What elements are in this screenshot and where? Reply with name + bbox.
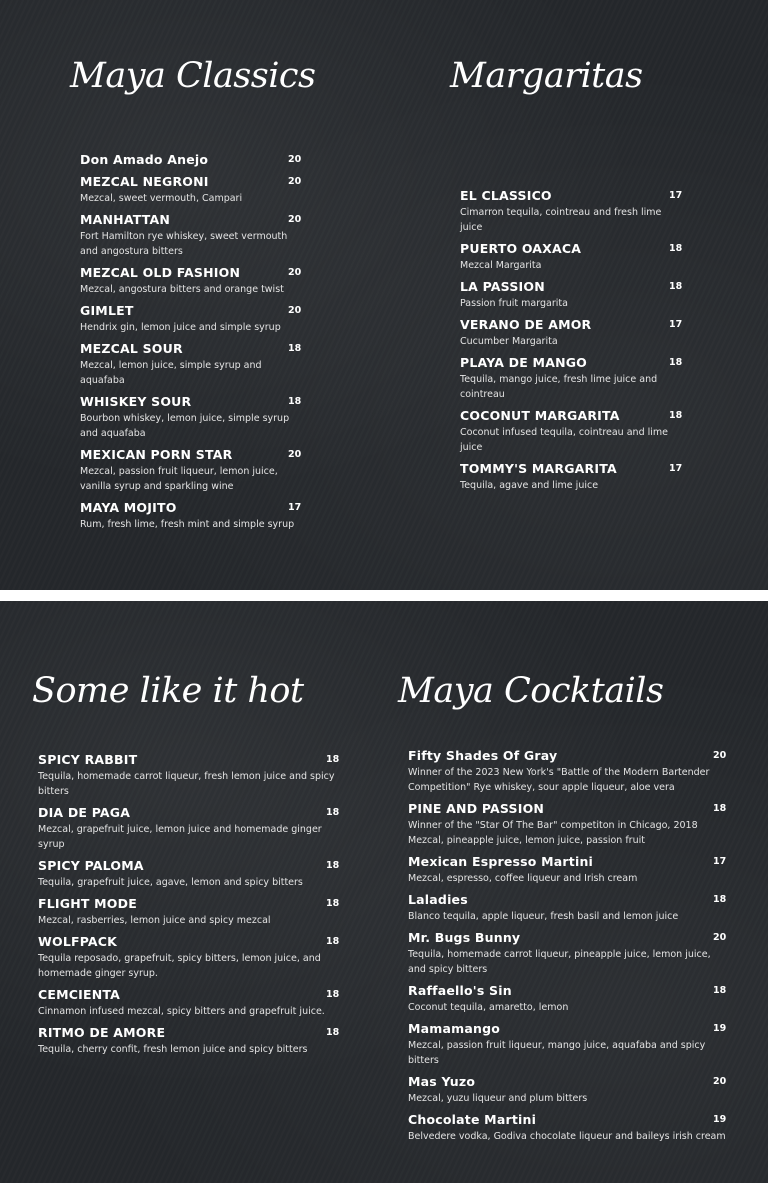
menu-item-price: 20	[713, 750, 727, 761]
menu-item-description: Mezcal, rasberries, lemon juice and spicy mezcal	[38, 915, 271, 926]
menu-item	[80, 303, 302, 335]
menu-item	[80, 500, 302, 532]
menu-item-name: DIA DE PAGA	[38, 805, 131, 820]
menu-item-description: Tequila, agave and lime juice	[460, 480, 599, 491]
menu-item-price: 17	[713, 856, 727, 867]
menu-item	[408, 983, 728, 1015]
menu-item-name: MEZCAL SOUR	[80, 341, 183, 356]
menu-item	[408, 930, 728, 977]
menu-item-price: 20	[713, 1076, 727, 1087]
heading-some-like-it-hot: Some like it hot	[32, 671, 304, 711]
menu-item-description: Mezcal, grapefruit juice, lemon juice and homemade ginger syrup	[38, 824, 322, 850]
menu-item-name: Mexican Espresso Martini	[408, 854, 594, 869]
menu-item-name: SPICY RABBIT	[38, 752, 138, 767]
menu-item	[460, 408, 682, 455]
menu-item-name: PLAYA DE MANGO	[460, 355, 588, 370]
menu-item-description: Mezcal, passion fruit liqueur, lemon juice, vanilla syrup and sparkling wine	[80, 466, 278, 492]
menu-item-description: Mezcal, sweet vermouth, Campari	[80, 193, 243, 204]
heading-margaritas: Margaritas	[450, 56, 643, 96]
menu-item	[80, 447, 302, 494]
menu-item-name: TOMMY'S MARGARITA	[460, 461, 617, 476]
menu-item-name: EL CLASSICO	[460, 188, 552, 203]
menu-item-price: 18	[326, 1027, 340, 1038]
menu-item-description: Cimarron tequila, cointreau and fresh lime juice	[460, 207, 662, 233]
menu-item-description: Fort Hamilton rye whiskey, sweet vermouth and angostura bitters	[80, 231, 288, 257]
menu-item	[80, 265, 302, 297]
menu-item-description: Coconut tequila, amaretto, lemon	[408, 1002, 569, 1013]
menu-item-price: 18	[713, 894, 727, 905]
menu-item-description: Rum, fresh lime, fresh mint and simple syrup	[80, 519, 295, 530]
menu-item	[460, 317, 682, 349]
menu-item-name: WHISKEY SOUR	[80, 394, 192, 409]
heading-maya-cocktails: Maya Cocktails	[398, 671, 664, 711]
menu-item-description: Tequila, grapefruit juice, agave, lemon and spicy bitters	[38, 877, 303, 888]
menu-item-description: Mezcal, lemon juice, simple syrup and aquafaba	[80, 360, 262, 386]
menu-item-price: 20	[288, 449, 302, 460]
menu-item-price: 17	[669, 319, 683, 330]
menu-item	[80, 341, 302, 388]
menu-item	[80, 212, 302, 259]
menu-item	[460, 355, 682, 402]
heading-maya-classics: Maya Classics	[70, 56, 316, 96]
menu-item-price: 18	[669, 357, 683, 368]
menu-item	[408, 1112, 728, 1144]
menu-item-description: Hendrix gin, lemon juice and simple syrup	[80, 322, 281, 333]
menu-item-description: Tequila, homemade carrot liqueur, pineapple juice, lemon juice, and spicy bitters	[408, 949, 711, 975]
menu-item-description: Tequila, mango juice, fresh lime juice and cointreau	[460, 374, 658, 400]
menu-item	[38, 752, 338, 799]
menu-item-name: MAYA MOJITO	[80, 500, 177, 515]
menu-item-description: Mezcal, angostura bitters and orange twist	[80, 284, 284, 295]
menu-item-price: 19	[713, 1023, 727, 1034]
menu-item-description: Cinnamon infused mezcal, spicy bitters and grapefruit juice.	[38, 1006, 325, 1017]
menu-item-description: Belvedere vodka, Godiva chocolate liqueur and baileys irish cream	[408, 1131, 726, 1142]
menu-item-name: PUERTO OAXACA	[460, 241, 582, 256]
menu-item-price: 20	[288, 154, 302, 165]
menu-item-name: Mamamango	[408, 1021, 501, 1036]
maya-classics-list	[80, 152, 302, 538]
menu-item	[80, 394, 302, 441]
menu-item	[38, 858, 338, 890]
menu-item-name: RITMO DE AMORE	[38, 1025, 166, 1040]
menu-item-description: Bourbon whiskey, lemon juice, simple syrup and aquafaba	[80, 413, 290, 439]
menu-item-name: MANHATTAN	[80, 212, 171, 227]
menu-item	[38, 805, 338, 852]
menu-item-name: FLIGHT MODE	[38, 896, 137, 911]
menu-item-price: 18	[288, 396, 302, 407]
menu-item-description: Mezcal Margarita	[460, 260, 542, 271]
some-like-it-hot-list	[38, 752, 338, 1063]
menu-item	[408, 892, 728, 924]
menu-item-price: 20	[288, 176, 302, 187]
menu-item	[38, 1025, 338, 1057]
menu-item-price: 17	[669, 190, 683, 201]
menu-item-description: Blanco tequila, apple liqueur, fresh basil and lemon juice	[408, 911, 679, 922]
menu-item-name: PINE AND PASSION	[408, 801, 545, 816]
menu-item-price: 18	[326, 989, 340, 1000]
menu-item-price: 18	[288, 343, 302, 354]
menu-item	[80, 174, 302, 206]
maya-cocktails-list	[408, 748, 728, 1150]
menu-item	[38, 896, 338, 928]
menu-item	[408, 748, 728, 795]
menu-item-description: Tequila, cherry confit, fresh lemon juice and spicy bitters	[38, 1044, 308, 1055]
menu-item-name: Mas Yuzo	[408, 1074, 476, 1089]
menu-item-price: 17	[288, 502, 302, 513]
menu-item	[408, 1021, 728, 1068]
menu-item-price: 20	[713, 932, 727, 943]
menu-item-price: 20	[288, 214, 302, 225]
menu-item	[460, 188, 682, 235]
menu-item-description: Mezcal, yuzu liqueur and plum bitters	[408, 1093, 588, 1104]
menu-item-description: Tequila reposado, grapefruit, spicy bitters, lemon juice, and homemade ginger syrup.	[38, 953, 321, 979]
menu-item-description: Winner of the "Star Of The Bar" competiton in Chicago, 2018 Mezcal, pineapple juice, lemon juice, passion fruit	[408, 820, 698, 846]
menu-item-name: Laladies	[408, 892, 468, 907]
menu-item-price: 18	[669, 243, 683, 254]
menu-item	[38, 934, 338, 981]
menu-item	[408, 1074, 728, 1106]
menu-item-name: CEMCIENTA	[38, 987, 121, 1002]
menu-item-price: 18	[326, 898, 340, 909]
menu-item-price: 18	[713, 985, 727, 996]
menu-item-name: MEZCAL OLD FASHION	[80, 265, 241, 280]
menu-item-price: 17	[669, 463, 683, 474]
menu-item-name: Fifty Shades Of Gray	[408, 748, 558, 763]
menu-item-name: COCONUT MARGARITA	[460, 408, 620, 423]
menu-item	[460, 241, 682, 273]
menu-item	[38, 987, 338, 1019]
menu-item-description: Tequila, homemade carrot liqueur, fresh lemon juice and spicy bitters	[38, 771, 335, 797]
menu-item-name: Chocolate Martini	[408, 1112, 537, 1127]
menu-item-description: Mezcal, espresso, coffee liqueur and Irish cream	[408, 873, 638, 884]
menu-item-description: Winner of the 2023 New York's "Battle of the Modern Bartender Competition" Rye whiskey, sour apple liqueur, aloe vera	[408, 767, 710, 793]
menu-item-name: VERANO DE AMOR	[460, 317, 592, 332]
menu-item	[80, 152, 302, 168]
menu-item-price: 18	[713, 803, 727, 814]
menu-item	[460, 279, 682, 311]
menu-item-name: Don Amado Anejo	[80, 152, 209, 167]
menu-item-name: SPICY PALOMA	[38, 858, 144, 873]
menu-item-description: Passion fruit margarita	[460, 298, 568, 309]
menu-item-price: 18	[326, 860, 340, 871]
menu-item	[460, 461, 682, 493]
menu-item-price: 19	[713, 1114, 727, 1125]
menu-item-name: WOLFPACK	[38, 934, 118, 949]
menu-item-name: Mr. Bugs Bunny	[408, 930, 521, 945]
menu-item	[408, 801, 728, 848]
menu-item-price: 20	[288, 305, 302, 316]
menu-item-name: GIMLET	[80, 303, 134, 318]
menu-item-price: 18	[669, 410, 683, 421]
menu-item-name: MEXICAN PORN STAR	[80, 447, 233, 462]
menu-item-name: Raffaello's Sin	[408, 983, 512, 998]
menu-item-description: Cucumber Margarita	[460, 336, 558, 347]
menu-item-price: 18	[326, 754, 340, 765]
menu-item-price: 18	[669, 281, 683, 292]
menu-item-price: 20	[288, 267, 302, 278]
menu-item-price: 18	[326, 936, 340, 947]
margaritas-list	[460, 188, 682, 499]
menu-item-name: LA PASSION	[460, 279, 545, 294]
menu-item-description: Mezcal, passion fruit liqueur, mango juice, aquafaba and spicy bitters	[408, 1040, 706, 1066]
menu-item-description: Coconut infused tequila, cointreau and lime juice	[460, 427, 668, 453]
menu-item	[408, 854, 728, 886]
menu-item-price: 18	[326, 807, 340, 818]
menu-item-name: MEZCAL NEGRONI	[80, 174, 209, 189]
